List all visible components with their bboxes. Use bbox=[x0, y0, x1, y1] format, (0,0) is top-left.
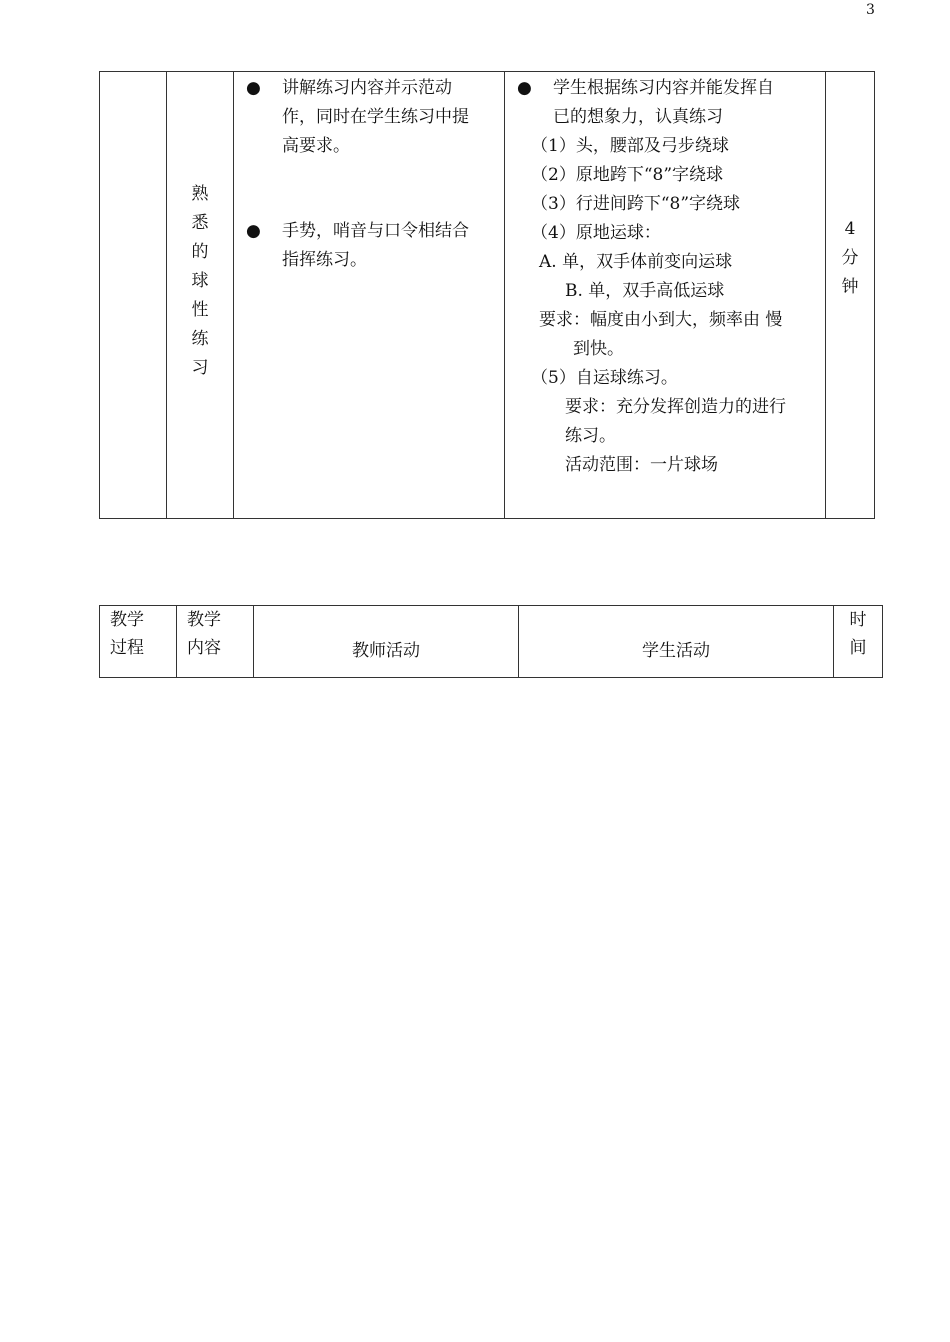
text-line: （2）原地跨下“8”字绕球 bbox=[531, 165, 724, 185]
content-char: 熟 bbox=[191, 184, 209, 204]
text-line: 指挥练习。 bbox=[282, 250, 367, 270]
text-line: 活动范围：一片球场 bbox=[565, 455, 718, 475]
content-cell bbox=[167, 72, 234, 519]
text-line: 作，同时在学生练习中提 bbox=[282, 107, 469, 127]
header-student-activity: 学生活动 bbox=[519, 606, 834, 678]
text-line: 讲解练习内容并示范动 bbox=[282, 78, 452, 98]
teacher-item bbox=[234, 74, 498, 161]
text-line: 要求：幅度由小到大，频率由 慢 bbox=[539, 310, 783, 330]
bullet-icon: ● bbox=[246, 221, 261, 241]
content-char: 球 bbox=[191, 271, 209, 291]
text-line: （5）自运球练习。 bbox=[531, 368, 678, 388]
text-line: （1）头，腰部及弓步绕球 bbox=[531, 136, 729, 156]
time-char: 分 bbox=[841, 248, 859, 268]
text-line: 要求：充分发挥创造力的进行 bbox=[565, 397, 786, 417]
text-line: 高要求。 bbox=[282, 136, 350, 156]
teacher-activity-cell bbox=[234, 72, 505, 519]
header-text: 内容 bbox=[187, 638, 221, 658]
header-text: 过程 bbox=[110, 638, 144, 658]
bullet-icon: ● bbox=[246, 78, 261, 98]
header-text: 时 bbox=[849, 610, 867, 630]
header-process bbox=[100, 606, 177, 678]
student-activity-cell bbox=[505, 72, 826, 519]
text-line: B. 单，双手高低运球 bbox=[565, 281, 725, 301]
bullet-icon: ● bbox=[517, 78, 532, 98]
teacher-item bbox=[234, 217, 498, 275]
content-char: 练 bbox=[191, 329, 209, 349]
content-char: 悉 bbox=[191, 213, 209, 233]
process-cell bbox=[100, 72, 167, 519]
text-line: （4）原地运球： bbox=[531, 223, 661, 243]
text-line: （3）行进间跨下“8”字绕球 bbox=[531, 194, 741, 214]
student-item bbox=[505, 74, 819, 132]
time-char: 钟 bbox=[841, 277, 859, 297]
header-text: 教学 bbox=[187, 610, 221, 630]
header-table bbox=[99, 605, 883, 678]
text-line: 练习。 bbox=[565, 426, 616, 446]
content-char: 习 bbox=[191, 358, 209, 378]
text-line: 已的想象力，认真练习 bbox=[553, 107, 723, 127]
text-line: A. 单，双手体前变向运球 bbox=[539, 252, 733, 272]
text-line: 学生根据练习内容并能发挥自 bbox=[553, 78, 774, 98]
header-text: 间 bbox=[849, 638, 867, 658]
content-char: 的 bbox=[191, 242, 209, 262]
page-number: 3 bbox=[866, 2, 875, 18]
text-line: 手势，哨音与口令相结合 bbox=[282, 221, 469, 241]
lesson-plan-table bbox=[99, 71, 875, 519]
header-text: 教学 bbox=[110, 610, 144, 630]
text-line: 到快。 bbox=[573, 339, 624, 359]
time-char: 4 bbox=[844, 219, 856, 239]
content-char: 性 bbox=[191, 300, 209, 320]
header-time bbox=[834, 606, 883, 678]
header-teacher-activity: 教师活动 bbox=[254, 606, 519, 678]
header-content bbox=[177, 606, 254, 678]
time-cell bbox=[826, 72, 875, 519]
